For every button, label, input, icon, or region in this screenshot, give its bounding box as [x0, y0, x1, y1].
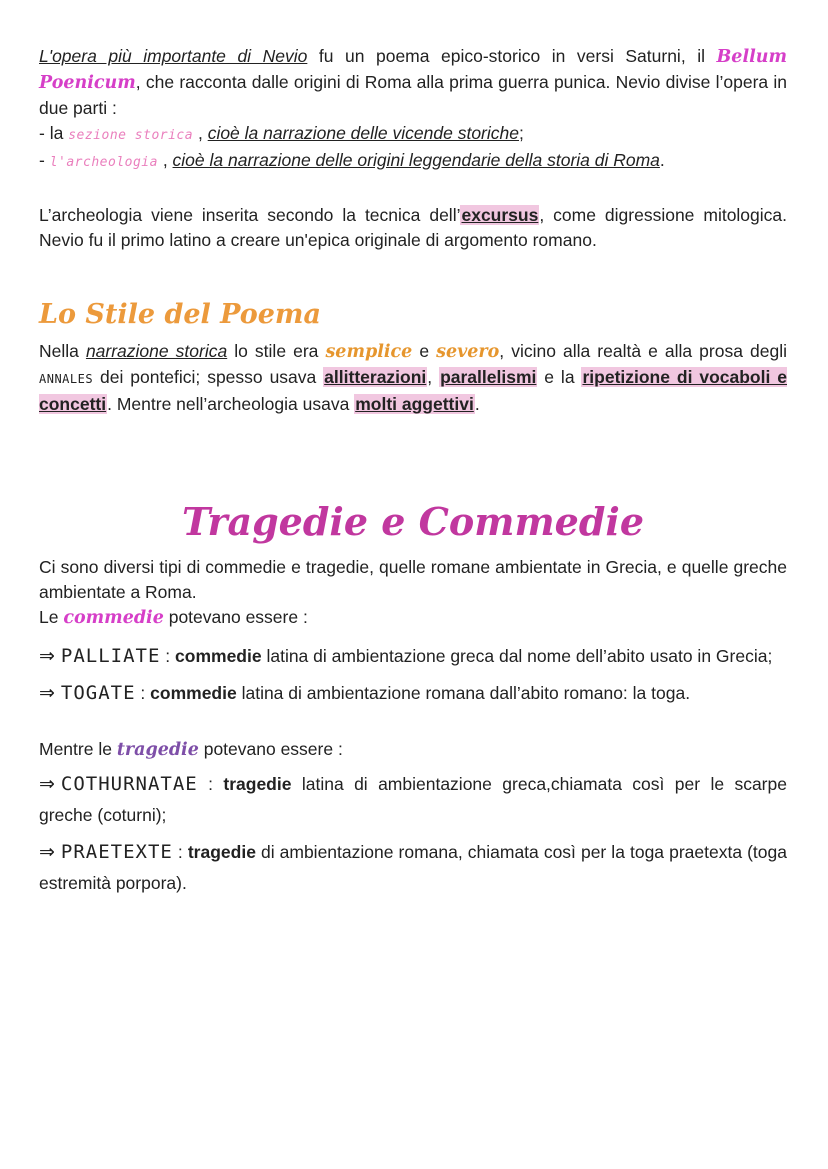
term-sep: :	[135, 683, 151, 703]
ripetizione-highlight: ripetizione di vocaboli e concetti	[39, 367, 787, 414]
narrazione-storica: narrazione storica	[85, 341, 228, 361]
stile-paragraph	[39, 339, 787, 417]
palliate-term: PALLIATE	[60, 645, 161, 667]
text-archeologia: cioè la narrazione delle origini leggendarie della storia di Roma	[172, 150, 660, 170]
term-sep: :	[172, 842, 188, 862]
aggettivi-highlight: molti aggettivi	[355, 394, 474, 414]
commedie-lead-c: potevano essere :	[163, 607, 308, 627]
cothurnatae-text: latina di ambientazione greca,chiamata così per le scarpe greche (coturni);	[39, 774, 787, 825]
work-title: Bellum Poenicum	[39, 47, 787, 93]
stile-text-e: e	[412, 341, 437, 361]
semplice-word: semplice	[325, 342, 413, 362]
tragedie-lead-c: potevano essere :	[198, 739, 343, 759]
term-sep: :	[160, 646, 176, 666]
annales-word: ANNALES	[39, 372, 94, 386]
togate-term: TOGATE	[60, 682, 136, 704]
praetexte-term: PRAETEXTE	[60, 841, 173, 863]
severo-word: severo	[436, 342, 500, 362]
intro-lead: L'opera più importante di Nevio	[39, 46, 308, 66]
archeologia-text-2: , come digressione mitologica. Nevio fu il primo latino a creare un'epica originale di argomento romano.	[39, 205, 788, 250]
togate-text: latina di ambientazione romana dall’abito romano: la toga.	[236, 683, 691, 703]
tragedie-lead	[39, 737, 787, 763]
allitterazioni-highlight: allitterazioni	[324, 367, 427, 387]
list-sep: ,	[157, 150, 173, 170]
arrow-icon: ⇒	[39, 646, 55, 667]
text-sezione-storica: cioè la narrazione delle vicende storiche	[207, 123, 519, 143]
cothurnatae-item	[39, 769, 787, 831]
stile-text-c: lo stile era	[227, 341, 326, 361]
list-prefix: -	[39, 150, 50, 170]
praetexte-bold: tragedie	[187, 842, 256, 862]
stile-text-q: .	[474, 394, 480, 414]
page-title-tragedie: Tragedie e Commedie	[181, 499, 645, 544]
arrow-icon: ⇒	[39, 842, 55, 863]
palliate-text: latina di ambientazione greca dal nome dell’abito usato in Grecia;	[261, 646, 773, 666]
praetexte-text: di ambientazione romana, chiamata così per la toga praetexta (toga estremità porpora).	[39, 842, 787, 893]
list-sep: ,	[193, 123, 208, 143]
palliate-item	[39, 641, 787, 672]
togate-item	[39, 678, 787, 709]
stile-text-m: e la	[537, 367, 582, 387]
list-end: ;	[518, 123, 524, 143]
commedie-lead-a: Le	[39, 607, 64, 627]
parallelismi-highlight: parallelismi	[440, 367, 537, 387]
stile-text-k: ,	[427, 367, 440, 387]
document-page	[39, 44, 787, 899]
commedie-word: commedie	[63, 608, 164, 628]
stile-text-o: . Mentre nell’archeologia usava	[107, 394, 355, 414]
section-heading-stile: Lo Stile del Poema	[39, 299, 321, 330]
archeologia-text-1: L’archeologia viene inserita secondo la tecnica dell’	[39, 205, 461, 225]
archeologia-paragraph	[39, 203, 787, 253]
intro-text-2: , che racconta dalle origini di Roma alla prima guerra punica. Nevio divise l’opera in due parti :	[39, 72, 787, 118]
stile-text-i: dei pontefici; spesso usava	[93, 367, 324, 387]
cothurnatae-term: COTHURNATAE	[60, 773, 198, 795]
stile-text-g: , vicino alla realtà e alla prosa degli	[499, 341, 787, 361]
list-prefix: - la	[39, 123, 69, 143]
tragedie-word: tragedie	[116, 740, 199, 760]
tragedie-intro: Ci sono diversi tipi di commedie e tragedie, quelle romane ambientate in Grecia, e quelle greche ambientate a Roma.	[39, 557, 787, 602]
term-sep: :	[197, 774, 224, 794]
togate-bold: commedie	[150, 683, 237, 703]
list-item-sezione-storica	[39, 121, 787, 148]
arrow-icon: ⇒	[39, 774, 55, 795]
cothurnatae-bold: tragedie	[223, 774, 292, 794]
intro-paragraph	[39, 44, 787, 121]
excursus-highlight: excursus	[461, 205, 539, 225]
tragedie-lead-a: Mentre le	[39, 739, 117, 759]
list-end: .	[659, 150, 665, 170]
praetexte-item	[39, 837, 787, 899]
arrow-icon: ⇒	[39, 683, 55, 704]
commedie-lead	[39, 605, 787, 631]
list-item-archeologia	[39, 148, 787, 175]
intro-text-1: fu un poema epico-storico in versi Saturni, il	[307, 46, 717, 66]
stile-text-a: Nella	[39, 341, 86, 361]
label-archeologia: l'archeologia	[49, 155, 158, 170]
label-sezione-storica: sezione storica	[68, 128, 194, 143]
palliate-bold: commedie	[175, 646, 262, 666]
